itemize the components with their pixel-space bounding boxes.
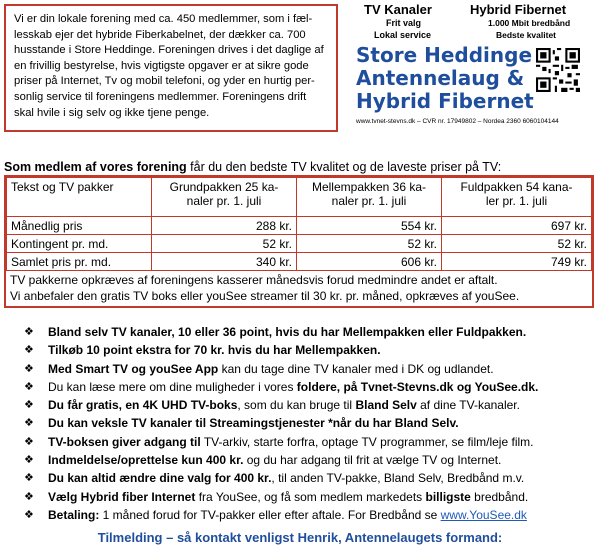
logo-area: [350, 0, 600, 150]
bullet-text: TV-arkiv, starte forfra, optage TV programmer, se film/leje film.: [200, 434, 534, 449]
diamond-bullet-icon: ❖: [24, 490, 34, 503]
diamond-bullet-icon: ❖: [24, 380, 34, 393]
intro-line: Vi er din lokale forening med ca. 450 medlemmer, som i fæl-: [14, 13, 313, 25]
diamond-bullet-icon: ❖: [24, 399, 34, 412]
list-item: [24, 360, 596, 378]
bullet-text: kan du tage dine TV kanaler med i DK og udlandet.: [218, 361, 494, 376]
bullet-text: af dine TV-kanaler.: [416, 398, 520, 413]
header-text: Mellempakken 36 ka-: [311, 180, 427, 194]
diamond-bullet-icon: ❖: [24, 417, 34, 430]
list-item: [24, 323, 596, 341]
intro-line: skal hvile i sig selv og ikke tjene penge.: [14, 106, 210, 119]
diamond-bullet-icon: ❖: [24, 344, 34, 357]
list-item: [24, 414, 596, 432]
benefits-list: [24, 323, 596, 524]
bullet-text: fra YouSee, og få som medlem markedets: [195, 489, 426, 504]
bullet-bold: billigste: [425, 489, 471, 504]
list-item: [24, 378, 596, 396]
list-item: [24, 433, 596, 451]
table-row: [7, 235, 592, 253]
diamond-bullet-icon: ❖: [24, 326, 34, 338]
row-label: Kontingent pr. md.: [7, 235, 152, 253]
footer-contact: www.tvnet-stevns.dk – CVR nr. 17949802 – Nordea 2360 6060104144: [356, 118, 559, 125]
qr-code-icon[interactable]: [536, 48, 580, 92]
org-name-line: Hybrid Fibernet: [356, 89, 534, 113]
list-item: [24, 451, 596, 469]
tv-kanaler-title: TV Kanaler: [364, 2, 432, 17]
intro-line: en frivillig bestyrelse, hvis vigtigste opgaver er at sikre gode: [14, 59, 309, 72]
members-heading-bold: Som medlem af vores forening: [4, 160, 187, 174]
diamond-bullet-icon: ❖: [24, 472, 34, 485]
note-line: Vi anbefaler den gratis TV boks eller youSee streamer til 30 kr. pr. måned, opkræves af youSee.: [10, 288, 520, 303]
list-item: [24, 396, 596, 414]
list-item: [24, 469, 596, 487]
org-name-line: Antennelaug &: [356, 66, 525, 90]
bullet-bold: Bland selv TV kanaler, 10 eller 36 point, hvis du har Mellempakken eller Fuldpakken.: [48, 325, 527, 339]
bullet-bold: Du kan altid ændre dine valg for 400 kr.: [48, 471, 272, 486]
price-table-box: [4, 175, 594, 308]
bullet-bold: Indmeldelse/oprettelse kun 400 kr.: [48, 453, 244, 468]
organization-name: [356, 43, 534, 113]
frit-valg-text: Frit valg: [386, 18, 422, 28]
header-text: ler pr. 1. juli: [485, 194, 548, 208]
table-header-row: [7, 178, 592, 217]
cell-mellem: 606 kr.: [297, 253, 442, 271]
bullet-bold: Med Smart TV og youSee App: [48, 361, 219, 376]
bedste-kvalitet-text: Bedste kvalitet: [496, 30, 556, 40]
header-fuldpakken: [442, 178, 592, 217]
intro-line: priser på Internet, Tv og mobil telefoni, og yder en hurtig per-: [14, 75, 315, 88]
bullet-text: 1 måned forud for TV-pakker eller efter aftale. For Bredbånd se: [99, 507, 441, 522]
bullet-text: Du kan læse mere om dine muligheder i vores: [48, 379, 297, 394]
intro-line: husstande i Store Heddinge. Foreningen drives i det daglige af: [14, 44, 324, 57]
note-line: TV pakkerne opkræves af foreningens kasserer månedsvis forud medmindre andet er aftalt.: [10, 273, 498, 287]
cell-grund: 52 kr.: [152, 235, 297, 253]
intro-line: lesskab ejer det hybride Fiberkabelnet, der dækker ca. 700: [14, 28, 306, 41]
row-label: Månedlig pris: [7, 217, 152, 235]
signup-heading: Tilmelding – så kontakt venligst Henrik, Antennelaugets formand:: [97, 530, 503, 545]
table-note: [6, 271, 592, 306]
table-row: [7, 253, 592, 271]
intro-box: [4, 4, 338, 132]
header-text: naler pr. 1. juli: [186, 194, 262, 208]
cell-mellem: 52 kr.: [297, 235, 442, 253]
bullet-bold: Du får gratis, en 4K UHD TV-boks: [48, 398, 238, 413]
bullet-bold: Tilkøb 10 point ekstra for 70 kr. hvis du har Mellempakken.: [48, 343, 381, 358]
header-text: Grundpakken 25 ka-: [169, 180, 279, 194]
org-name-line: Store Heddinge: [356, 43, 533, 67]
lokal-service-text: Lokal service: [374, 30, 432, 40]
diamond-bullet-icon: ❖: [24, 454, 34, 467]
diamond-bullet-icon: ❖: [24, 362, 34, 375]
cell-fuld: 749 kr.: [442, 253, 592, 271]
bullet-text: bredbånd.: [470, 489, 529, 504]
header-label: Tekst og TV pakker: [7, 178, 152, 217]
cell-fuld: 52 kr.: [442, 235, 592, 253]
cell-grund: 340 kr.: [152, 253, 297, 271]
bullet-text: og du har adgang til frit at vælge TV og Internet.: [243, 453, 502, 468]
diamond-bullet-icon: ❖: [24, 508, 34, 521]
header-text: naler pr. 1. juli: [331, 194, 407, 208]
header-mellempakken: [297, 178, 442, 217]
table-row: [7, 217, 592, 235]
yousee-link[interactable]: www.YouSee.dk: [440, 507, 527, 522]
price-table: [6, 177, 592, 271]
members-heading: [4, 160, 501, 174]
intro-line: sonlig service til foreningens medlemmer. Foreningens drift: [14, 90, 307, 103]
cell-grund: 288 kr.: [152, 217, 297, 235]
bullet-bold: Bland Selv: [355, 398, 417, 413]
header-grundpakken: [152, 178, 297, 217]
bullet-bold: TV-boksen giver adgang til: [48, 434, 201, 449]
bullet-bold: Betaling:: [48, 507, 100, 522]
list-item: [24, 506, 596, 524]
bullet-text: , som du kan bruge til: [237, 398, 356, 413]
cell-mellem: 554 kr.: [297, 217, 442, 235]
list-item: [24, 488, 596, 506]
mbit-text: 1.000 Mbit bredbånd: [488, 18, 571, 28]
bullet-bold: Vælg Hybrid fiber Internet: [48, 489, 196, 504]
header-text: Fuldpakken 54 kana-: [460, 180, 573, 194]
diamond-bullet-icon: ❖: [24, 435, 34, 448]
row-label: Samlet pris pr. md.: [7, 253, 152, 271]
cell-fuld: 697 kr.: [442, 217, 592, 235]
members-heading-rest: får du den bedste TV kvalitet og de laveste priser på TV:: [186, 160, 502, 174]
list-item: [24, 341, 596, 359]
bullet-bold: Du kan veksle TV kanaler til Streamingstjenester *når du har Bland Selv.: [48, 416, 459, 431]
bullet-text: , til anden TV-pakke, Bland Selv, Bredbånd m.v.: [271, 471, 525, 486]
bullet-bold: foldere, på Tvnet-Stevns.dk og YouSee.dk.: [296, 379, 539, 394]
hybrid-fibernet-title: Hybrid Fibernet: [470, 2, 567, 17]
